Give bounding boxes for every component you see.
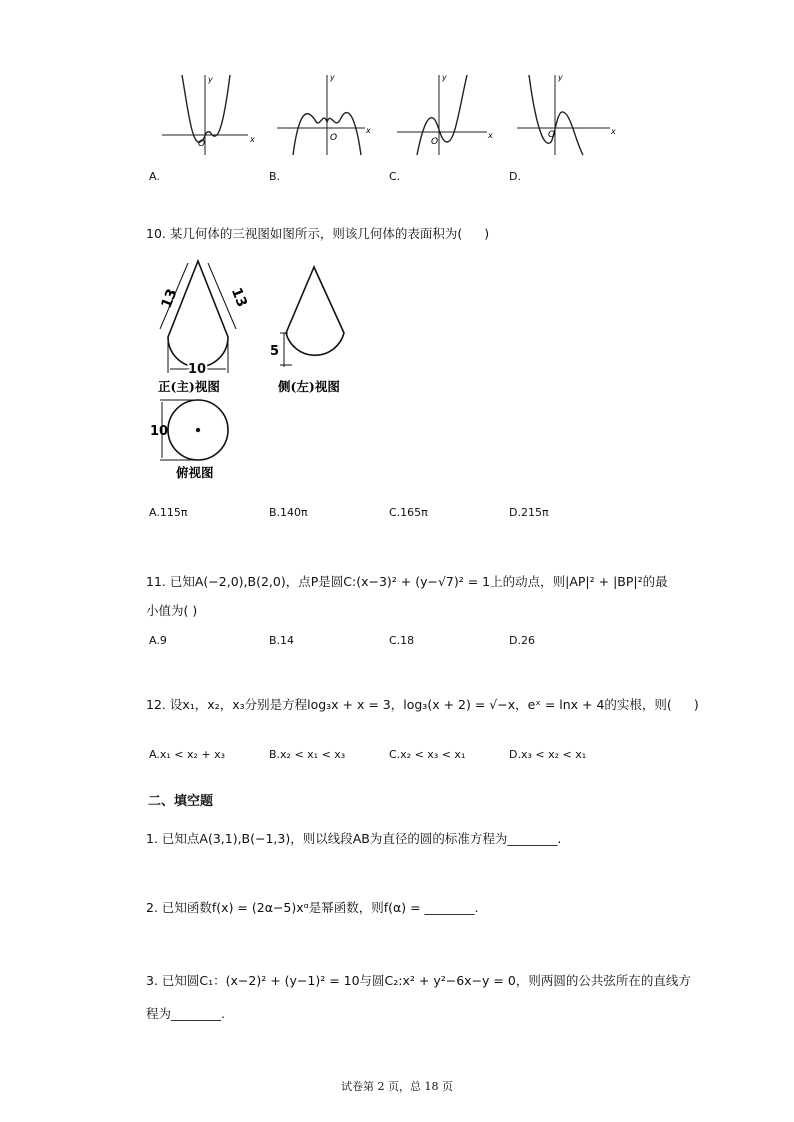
- svg-text:O: O: [548, 130, 556, 140]
- three-view-figure: [150, 255, 370, 485]
- graph-option-d: [515, 70, 615, 155]
- graph-option-a: [160, 70, 260, 155]
- question-11: [146, 576, 668, 589]
- q12-option-a[interactable]: A.x₁ < x₂ + x₃: [149, 748, 226, 761]
- question-text-line1: 已知A(−2,0),B(2,0)，点P是圆C:(x−3)² + (y−√7)² = 1上的动点，则|AP|² + |BP|²的最: [169, 574, 668, 589]
- q12-option-d[interactable]: D.x₃ < x₂ < x₁: [509, 748, 587, 761]
- question-12: 12. 设x₁，x₂，x₃分别是方程log₃x + x = 3，log₃(x + 2) = √−x，eˣ = lnx + 4的实根，则( ): [146, 697, 699, 712]
- svg-text:x: x: [250, 135, 255, 144]
- q9-option-a[interactable]: A.: [149, 170, 160, 183]
- question-text: 设x₁，x₂，x₃分别是方程log₃x + x = 3，log₃(x + 2) = √−x，eˣ = lnx + 4的实根，则(: [169, 697, 672, 712]
- svg-text:10: 10: [150, 424, 169, 439]
- svg-text:O: O: [330, 133, 338, 143]
- section-title: 二、填空题: [148, 794, 214, 809]
- fill-question-3-line2: 程为________.: [146, 1006, 225, 1021]
- fill-question-2: 2. 已知函数f(x) = (2α−5)xᵅ是幂函数，则f(α) = ________.: [146, 900, 479, 915]
- question-number: 10.: [146, 226, 166, 241]
- svg-text:侧(左)视图: 侧(左)视图: [278, 379, 340, 394]
- svg-text:13: 13: [227, 285, 250, 310]
- question-text: 某几何体的三视图如图所示，则该几何体的表面积为(: [169, 226, 463, 241]
- q11-option-c[interactable]: C.18: [389, 634, 415, 647]
- svg-text:10: 10: [188, 362, 207, 377]
- q10-option-b[interactable]: B.140π: [269, 506, 308, 519]
- graph-option-c: [395, 70, 495, 155]
- svg-text:O: O: [198, 139, 206, 149]
- svg-text:O: O: [431, 137, 439, 147]
- q10-option-a[interactable]: A.115π: [149, 506, 188, 519]
- graph-option-b: [275, 70, 375, 155]
- svg-text:y: y: [208, 75, 213, 84]
- fill-question-3-line1: 3. 已知圆C₁：(x−2)² + (y−1)² = 10与圆C₂:x² + y²−6x−y = 0，则两圆的公共弦所在的直线方: [146, 973, 691, 988]
- q12-option-b[interactable]: B.x₂ < x₁ < x₃: [269, 748, 346, 761]
- svg-text:y: y: [330, 73, 335, 82]
- q11-option-b[interactable]: B.14: [269, 634, 295, 647]
- svg-text:13: 13: [158, 286, 181, 311]
- question-11-line2: 小值为( ): [146, 603, 198, 618]
- svg-text:正(主)视图: 正(主)视图: [158, 379, 220, 394]
- svg-text:俯视图: 俯视图: [176, 465, 214, 480]
- svg-text:x: x: [611, 127, 616, 136]
- question-number: 11.: [146, 574, 166, 589]
- svg-text:y: y: [442, 73, 447, 82]
- svg-text:5: 5: [270, 344, 280, 359]
- question-number: 12.: [146, 697, 166, 712]
- q12-option-c[interactable]: C.x₂ < x₃ < x₁: [389, 748, 466, 761]
- page-footer: 试卷第 2 页，总 18 页: [341, 1080, 453, 1093]
- fill-question-1: 1. 已知点A(3,1),B(−1,3)，则以线段AB为直径的圆的标准方程为________.: [146, 831, 562, 846]
- q11-option-a[interactable]: A.9: [149, 634, 167, 647]
- q11-option-d[interactable]: D.26: [509, 634, 535, 647]
- q9-option-c[interactable]: C.: [389, 170, 401, 183]
- q10-option-c[interactable]: C.165π: [389, 506, 428, 519]
- q9-option-b[interactable]: B.: [269, 170, 281, 183]
- svg-text:x: x: [488, 131, 493, 140]
- question-10: 10. 某几何体的三视图如图所示，则该几何体的表面积为( ): [146, 226, 490, 241]
- q9-option-d[interactable]: D.: [509, 170, 521, 183]
- q10-option-d[interactable]: D.215π: [509, 506, 549, 519]
- svg-text:y: y: [558, 73, 563, 82]
- svg-text:x: x: [366, 126, 371, 135]
